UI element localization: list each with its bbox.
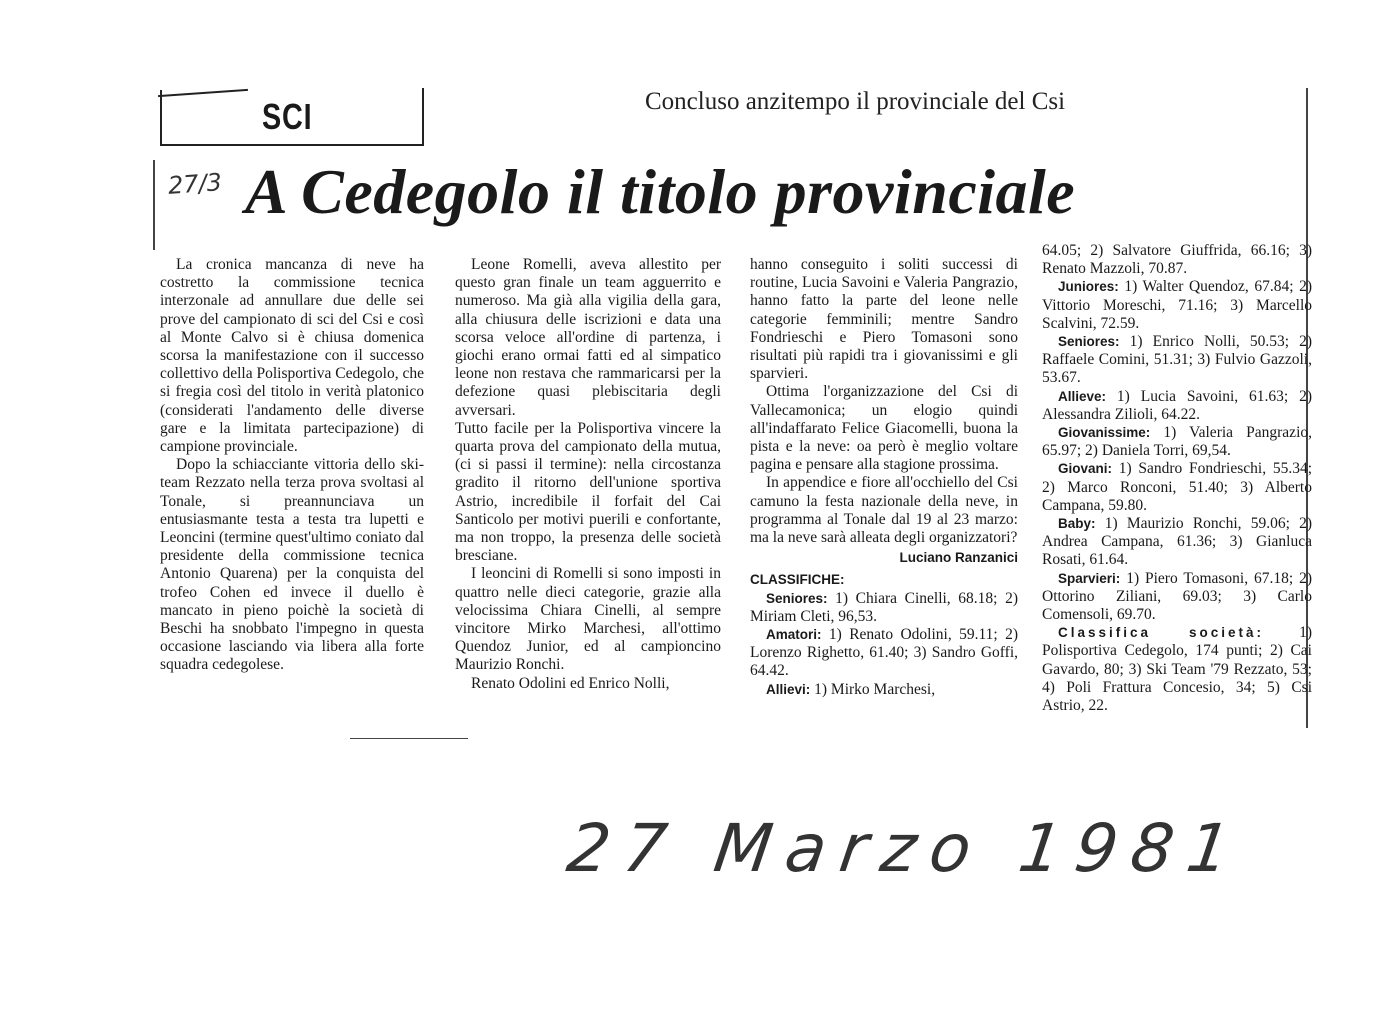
result-category: Allievi: bbox=[766, 681, 811, 697]
result-text: 1) Chiara Cinelli, 68.18; 2) Miriam Cleti, 96,53. bbox=[750, 589, 1019, 625]
result-entry bbox=[1042, 570, 1312, 625]
result-category: Classifica società: bbox=[1058, 625, 1265, 641]
paragraph: Tutto facile per la Polisportiva vincere la quarta prova del campionato della mutua, (ci si passi il termine): nella circostanza gradito il ritorno dell'unione sportiva Astrio, incredibile il forfait del Cai Santicolo per motivi puerili e confortante, ma non troppo, la presenza delle società bresciane. bbox=[455, 419, 721, 565]
result-category: Amatori: bbox=[766, 627, 822, 643]
handwritten-margin-date: 27/3 bbox=[167, 168, 223, 200]
result-category: Sparvieri: bbox=[1058, 570, 1121, 586]
result-text: 1) Maurizio Ronchi, 59.06; 2) Andrea Campana, 61.36; 3) Gianluca Rosati, 61.64. bbox=[1042, 515, 1312, 569]
paragraph: I leoncini di Romelli si sono imposti in quattro nelle dieci categorie, grazie alla velocissima Chiara Cinelli, al sempre vincitore Mirko Marchesi, all'ottimo Quendoz Junior, ed al campioncino Maurizio Ronchi. bbox=[455, 565, 721, 674]
result-text: 1) Enrico Nolli, 50.53; 2) Raffaele Comini, 51.31; 3) Fulvio Gazzoli, 53.67. bbox=[1042, 333, 1313, 387]
byline: Luciano Ranzanici bbox=[899, 550, 1018, 566]
result-entry bbox=[1042, 333, 1312, 388]
result-text: 1) Piero Tomasoni, 67.18; 2) Ottorino Ziliani, 69.03; 3) Carlo Comensoli, 69.70. bbox=[1042, 569, 1313, 624]
column-4 bbox=[1042, 242, 1312, 715]
result-text: 1) Valeria Pangrazio, 65.97; 2) Daniela Torri, 69,54. bbox=[1042, 424, 1312, 460]
result-entry bbox=[1042, 278, 1312, 333]
result-entry bbox=[1042, 460, 1312, 515]
paragraph: Leone Romelli, aveva allestito per questo gran finale un team agguerrito e numeroso. Ma già alla vigilia della gara, alla chiusura delle iscrizioni e data una scorsa veloce all'ordine di partenza, i giochi erano ormai fatti ed al simpatico leone non restava che rammaricarsi per la defezione quasi plebiscitaria degli avversari. bbox=[455, 256, 721, 419]
result-category: Seniores: bbox=[1058, 334, 1120, 350]
paragraph: Ottima l'organizzazione del Csi di Vallecamonica; un elogio quindi all'indaffarato Felice Giacomelli, buona la pista e la neve: oa però è meglio voltare pagina e pensare alla stagione prossima. bbox=[750, 383, 1018, 474]
result-category: Juniores: bbox=[1058, 279, 1119, 295]
result-entry bbox=[1042, 624, 1312, 715]
result-category: Seniores: bbox=[766, 590, 828, 606]
result-text: 1) Polisportiva Cedegolo, 174 punti; 2) Cai Gavardo, 80; 3) Ski Team '79 Rezzato, 53; 4) Poli Frattura Concesio, 34; 5) Csi Astrio, 22. bbox=[1042, 624, 1313, 715]
paragraph: La cronica mancanza di neve ha costretto la commissione tecnica interzonale ad annullare due delle sei prove del campionato di sci del Csi e così al Monte Calvo si è chiusa domenica scorsa la manifestazione con il successo collettivo della Polisportiva Cedegolo, che si fregia così del titolo in verità platonico (considerati l'andamento delle diverse gare e la limitata partecipazione) di campione provinciale. bbox=[160, 256, 424, 456]
result-category: Allieve: bbox=[1058, 388, 1107, 404]
result-text: 1) Mirko Marchesi, bbox=[814, 680, 936, 698]
kicker: Concluso anzitempo il provinciale del Csi bbox=[645, 88, 1066, 115]
result-text: 1) Renato Odolini, 59.11; 2) Lorenzo Righetto, 61.40; 3) Sandro Goffi, 64.42. bbox=[750, 626, 1019, 680]
result-category: Giovanissime: bbox=[1058, 425, 1151, 441]
paragraph: hanno conseguito i soliti successi di routine, Lucia Savoini e Valeria Pangrazio, hanno fatto la parte del leone nelle categorie femminili; mentre Sandro Fondrieschi e Piero Tomasoni sono risultati più rapidi tra i giovanissimi e gli sparvieri. bbox=[750, 256, 1018, 383]
result-entry bbox=[1042, 515, 1312, 570]
paragraph: Dopo la schiacciante vittoria dello ski-team Rezzato nella terza prova svoltasi al Tonale, si preannunciava un entusiasmante testa a testa tra lupetti e Leoncini (termine quest'ultimo coniato dal presidente della commissione tecnica Antonio Quarena) per la conquista del trofeo Cohen ed invece il duello è mancato in pieno poichè la società di Beschi ha snobbato l'impegno in questa occasione lasciando via libera alla forte squadra cedegolese. bbox=[160, 456, 424, 674]
clipping-left-rule bbox=[153, 160, 155, 250]
result-entry bbox=[750, 681, 1018, 699]
result-text: 1) Walter Quendoz, 67.84; 2) Vittorio Moreschi, 71.16; 3) Marcello Scalvini, 72.59. bbox=[1042, 278, 1313, 332]
result-entry bbox=[1042, 388, 1312, 424]
result-entry bbox=[750, 626, 1018, 681]
paragraph: Renato Odolini ed Enrico Nolli, bbox=[471, 674, 670, 692]
headline: A Cedegolo il titolo provinciale bbox=[245, 156, 1076, 227]
section-label: SCI bbox=[262, 96, 313, 137]
result-text: 64.05; 2) Salvatore Giuffrida, 66.16; 3) Renato Mazzoli, 70.87. bbox=[1042, 242, 1312, 278]
result-entry bbox=[750, 590, 1018, 626]
result-text: 1) Sandro Fondrieschi, 55.34; 2) Marco Ronconi, 51.40; 3) Alberto Campana, 59.80. bbox=[1042, 460, 1312, 514]
result-text: 1) Lucia Savoini, 61.63; 2) Alessandra Zilioli, 64.22. bbox=[1042, 387, 1312, 423]
result-entry bbox=[1042, 424, 1312, 460]
handwritten-date: 27 Marzo 1981 bbox=[562, 810, 1249, 887]
paragraph: In appendice e fiore all'occhiello del Csi camuno la festa nazionale della neve, in programma al Tonale dal 19 al 23 marzo: ma la neve sarà alleata degli organizzatori? bbox=[750, 474, 1018, 547]
result-category: Baby: bbox=[1058, 516, 1096, 532]
column-2 bbox=[455, 256, 721, 693]
results-title: CLASSIFICHE: bbox=[750, 572, 845, 588]
result-entry bbox=[1042, 242, 1312, 278]
column-1 bbox=[160, 256, 424, 675]
end-rule bbox=[350, 738, 468, 739]
result-category: Giovani: bbox=[1058, 461, 1113, 477]
column-3 bbox=[750, 256, 1018, 699]
